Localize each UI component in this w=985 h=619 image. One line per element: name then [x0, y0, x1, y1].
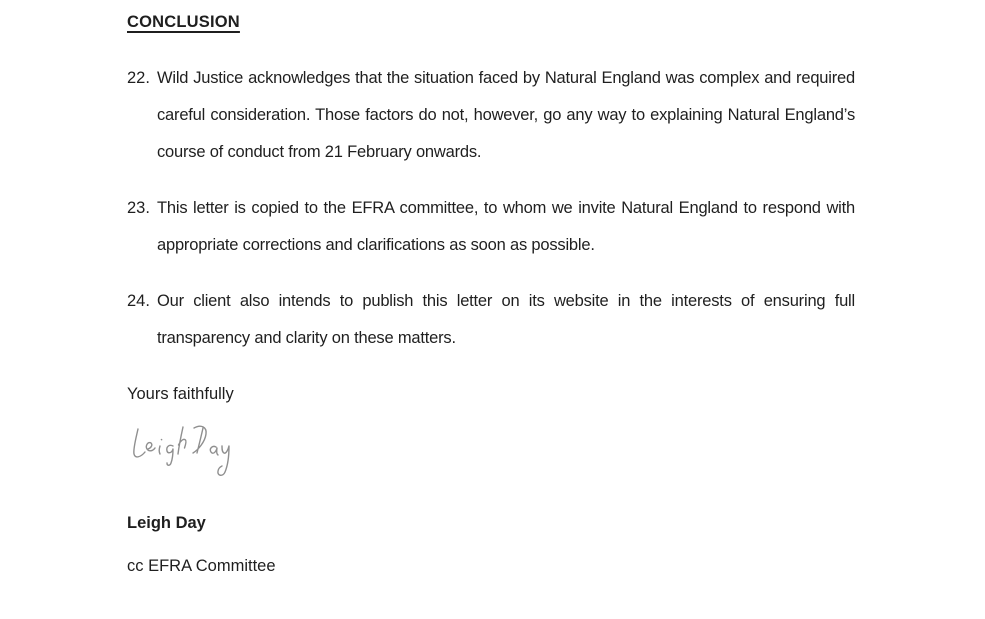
- numbered-paragraph-23: [127, 190, 855, 264]
- conclusion-heading: CONCLUSION: [127, 13, 240, 31]
- paragraph-number: 24.: [127, 292, 150, 310]
- numbered-paragraph-22: [127, 60, 855, 171]
- cc-line: cc EFRA Committee: [127, 557, 276, 575]
- letter-conclusion-page: [127, 4, 855, 585]
- paragraph-number: 22.: [127, 69, 150, 87]
- paragraph-number: 23.: [127, 199, 150, 217]
- signature-handwriting-icon: [129, 421, 239, 487]
- paragraph-text: Our client also intends to publish this letter on its website in the interests of ensuring full transparency and clarity on these matters.: [157, 292, 855, 347]
- closing-salutation: Yours faithfully: [127, 385, 234, 403]
- paragraph-text: This letter is copied to the EFRA committee, to whom we invite Natural England to respond with appropriate corrections and clarifications as soon as possible.: [157, 199, 855, 254]
- numbered-paragraph-24: [127, 283, 855, 357]
- signer-name: Leigh Day: [127, 514, 206, 532]
- signature-image: [129, 421, 239, 487]
- paragraph-text: Wild Justice acknowledges that the situation faced by Natural England was complex and required careful consideration. Those factors do not, however, go any way to explaining Natural England’s course of conduct from 21 February onwards.: [157, 69, 855, 161]
